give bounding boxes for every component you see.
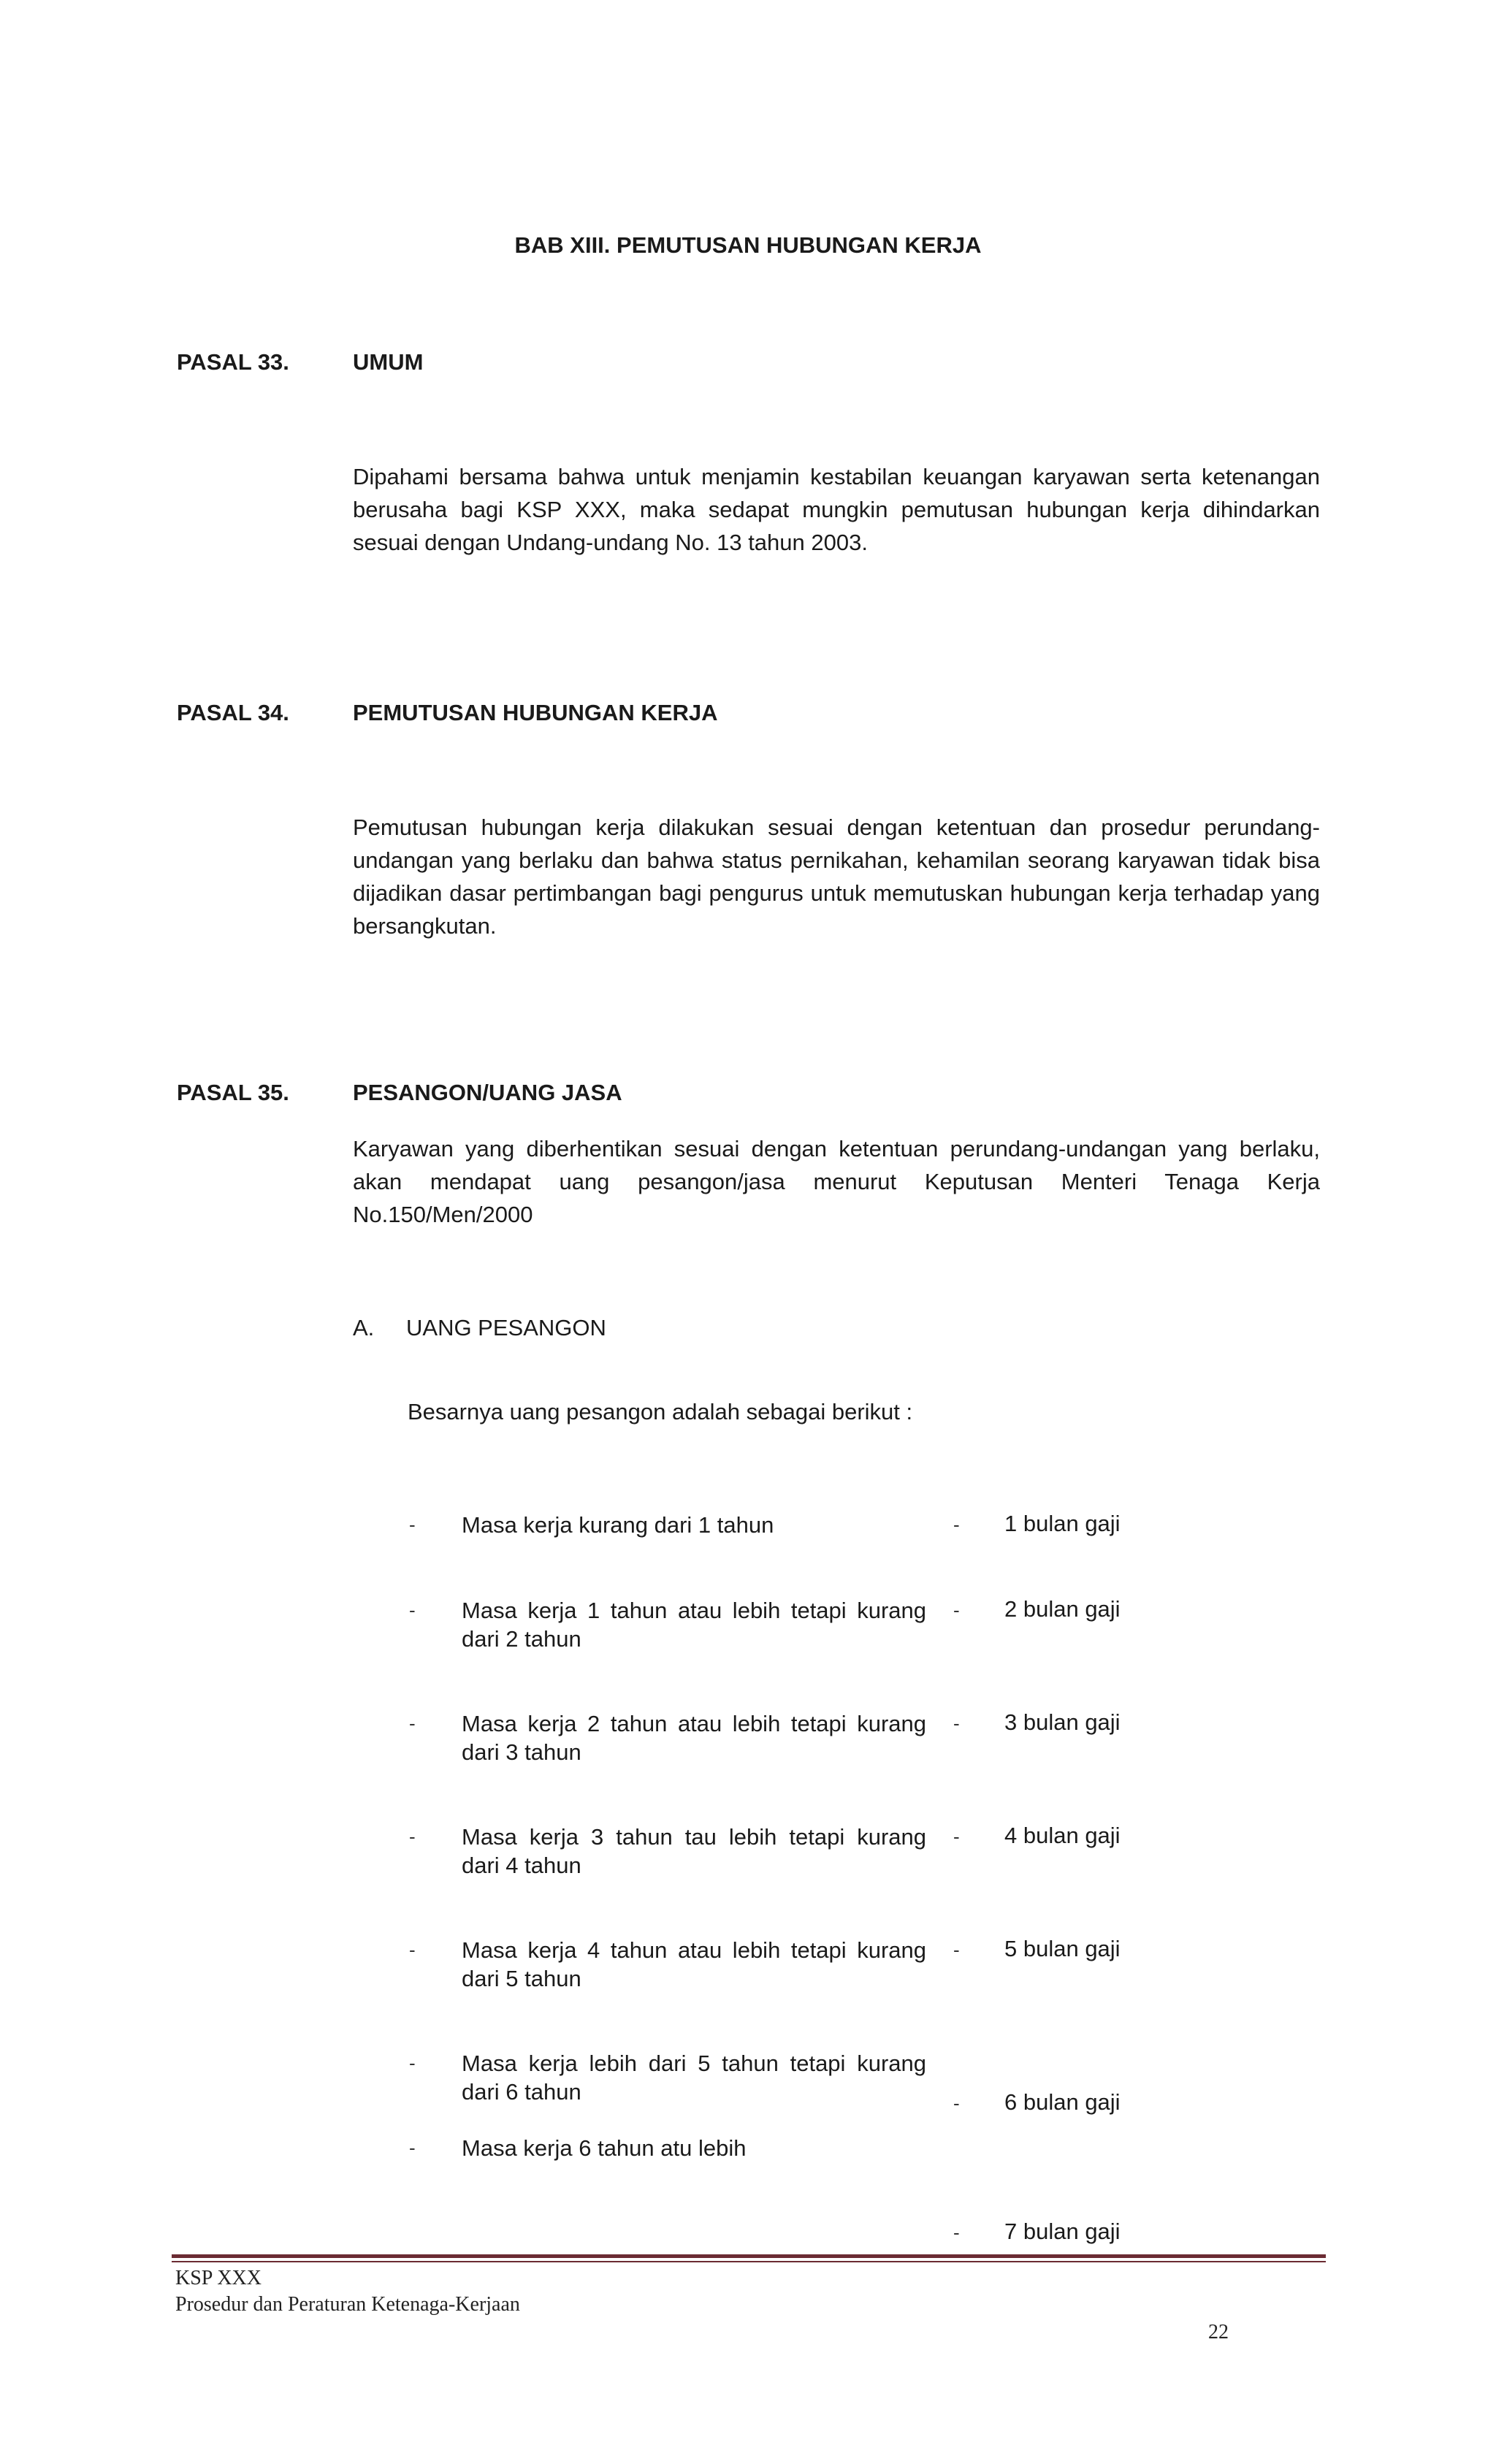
item-2-text: Masa kerja 1 tahun atau lebih tetapi kurang dari 2 tahun	[462, 1598, 926, 1652]
value-3-dash: -	[953, 1712, 960, 1734]
value-5-dash: -	[953, 1939, 960, 1961]
pasal-35-body: Karyawan yang diberhentikan sesuai dengan ketentuan perundang-undangan yang berlaku, akan mendapat uang pesangon/jasa menurut Keputusan Menteri Tenaga Kerja No.150/Men/2000	[353, 1136, 1320, 1227]
value-6: 6 bulan gaji	[1004, 2089, 1121, 2115]
footer-doc-title: Prosedur dan Peraturan Ketenaga-Kerjaan	[175, 2293, 520, 2316]
value-3: 3 bulan gaji	[1004, 1709, 1121, 1735]
item-1-text: Masa kerja kurang dari 1 tahun	[462, 1512, 774, 1538]
pasal-34-body: Pemutusan hubungan kerja dilakukan sesuai dengan ketentuan dan prosedur perundang-undangan yang berlaku dan bahwa status pernikahan, kehamilan seorang karyawan tidak bisa dijadikan dasar pertimbangan bagi pengurus untuk memutuskan hubungan kerja terhadap yang bersangkutan.	[353, 815, 1320, 939]
value-4: 4 bulan gaji	[1004, 1823, 1121, 1848]
pasal-33-number: PASAL 33.	[177, 349, 289, 375]
item-6-dash: -	[409, 2052, 416, 2074]
value-1-dash: -	[953, 1514, 960, 1536]
pasal-33-title: UMUM	[353, 349, 424, 375]
section-letter: A.	[353, 1315, 375, 1340]
value-1: 1 bulan gaji	[1004, 1511, 1121, 1536]
item-7-text: Masa kerja 6 tahun atu lebih	[462, 2135, 747, 2161]
item-7-dash: -	[409, 2137, 416, 2159]
section-intro: Besarnya uang pesangon adalah sebagai berikut :	[408, 1399, 913, 1424]
footer-rule-thick	[172, 2254, 1326, 2258]
item-1-dash: -	[409, 1514, 416, 1536]
footer-rule-thin	[172, 2261, 1326, 2262]
value-7: 7 bulan gaji	[1004, 2219, 1121, 2244]
value-6-dash: -	[953, 2092, 960, 2114]
chapter-title: BAB XIII. PEMUTUSAN HUBUNGAN KERJA	[514, 232, 982, 258]
value-5: 5 bulan gaji	[1004, 1936, 1121, 1961]
item-5-dash: -	[409, 1939, 416, 1961]
footer-org: KSP XXX	[175, 2267, 262, 2289]
pasal-33-body: Dipahami bersama bahwa untuk menjamin kestabilan keuangan karyawan serta ketenangan berusaha bagi KSP XXX, maka sedapat mungkin pemutusan hubungan kerja dihindarkan sesuai dengan Undang-undang No. 13 tahun 2003.	[353, 464, 1320, 555]
section-title: UANG PESANGON	[406, 1315, 606, 1340]
value-2-dash: -	[953, 1599, 960, 1621]
value-4-dash: -	[953, 1826, 960, 1847]
page-number: 22	[1208, 2321, 1229, 2343]
item-4-dash: -	[409, 1826, 416, 1847]
value-7-dash: -	[953, 2221, 960, 2243]
pasal-35-number: PASAL 35.	[177, 1080, 289, 1105]
pasal-35-title: PESANGON/UANG JASA	[353, 1080, 622, 1105]
item-2-dash: -	[409, 1599, 416, 1621]
item-6-text: Masa kerja lebih dari 5 tahun tetapi kurang dari 6 tahun	[462, 2051, 926, 2105]
item-4-text: Masa kerja 3 tahun tau lebih tetapi kurang dari 4 tahun	[462, 1824, 926, 1878]
item-5-text: Masa kerja 4 tahun atau lebih tetapi kurang dari 5 tahun	[462, 1937, 926, 1991]
pasal-34-title: PEMUTUSAN HUBUNGAN KERJA	[353, 700, 718, 725]
pasal-34-number: PASAL 34.	[177, 700, 289, 725]
item-3-dash: -	[409, 1712, 416, 1734]
item-3-text: Masa kerja 2 tahun atau lebih tetapi kurang dari 3 tahun	[462, 1711, 926, 1765]
value-2: 2 bulan gaji	[1004, 1596, 1121, 1622]
